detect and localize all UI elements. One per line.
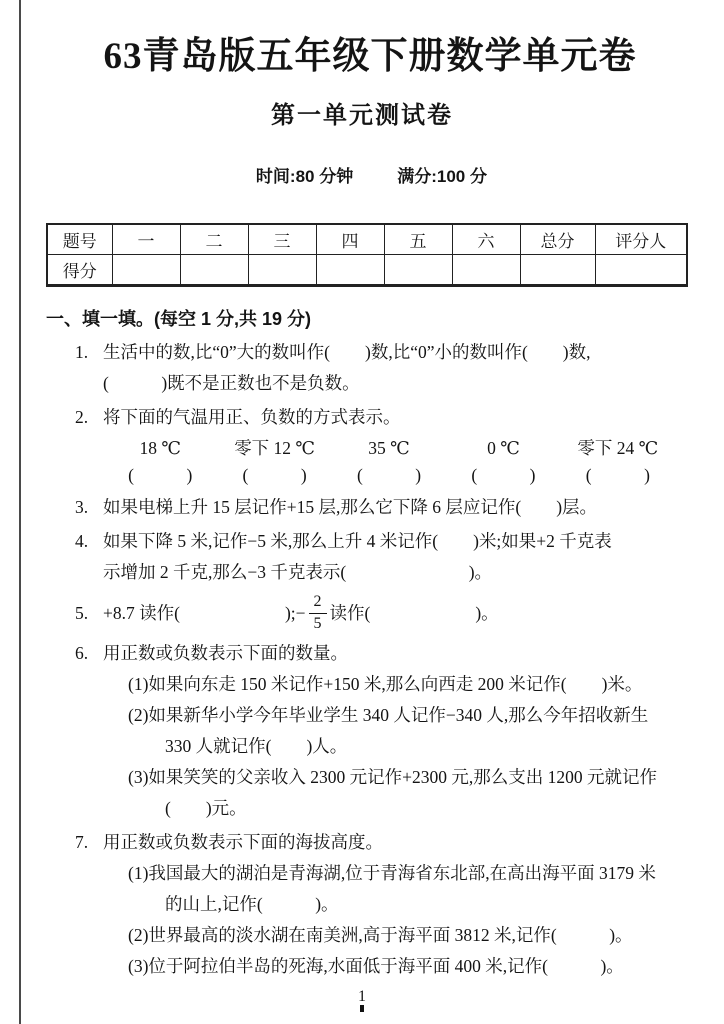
question-2-number: 2. [75, 406, 89, 427]
score-table-cell: 题号 [47, 224, 112, 255]
answer-blank: ( ) [585, 464, 650, 485]
question-3 [75, 492, 704, 523]
question-5-text [103, 591, 704, 635]
score-table-score-row [47, 254, 687, 285]
temperature-item [217, 435, 331, 489]
score-table [46, 223, 688, 287]
score-table-header-row [47, 224, 687, 255]
sub-question-text: 的山上,记作( )。 [165, 893, 339, 914]
question-7-text: 用正数或负数表示下面的海拔高度。 [103, 831, 383, 852]
question-1-number: 1. [75, 341, 89, 362]
page-title: 63青岛版五年级下册数学单元卷 [103, 36, 637, 77]
question-list [75, 337, 704, 982]
question-3-number: 3. [75, 496, 89, 517]
time-limit-label: 时间:80 分钟 [255, 166, 354, 186]
sub-question-text: ( )元。 [165, 797, 247, 818]
sub-question-text: (3)位于阿拉伯半岛的死海,水面低于海平面 400 米,记作( )。 [128, 955, 624, 976]
question-2 [75, 402, 704, 489]
question-7-sub-2 [103, 920, 704, 951]
footer-cutoff-mark [360, 1005, 364, 1012]
score-blank-cell [112, 254, 180, 285]
question-6-sub-3 [103, 762, 704, 824]
score-blank-cell [452, 254, 520, 285]
score-table-cell: 六 [452, 224, 520, 255]
page-number: 1 [358, 987, 366, 1005]
sub-question-text: (2)如果新华小学今年毕业学生 340 人记作−340 人,那么今年招收新生 [128, 704, 649, 725]
score-table-cell: 五 [384, 224, 452, 255]
score-blank-cell [520, 254, 595, 285]
question-7 [75, 827, 704, 982]
question-6 [75, 638, 704, 824]
answer-blank: ( ) [356, 464, 422, 485]
temperature-label: 零下 24 ℃ [577, 437, 659, 458]
page-footer [0, 987, 724, 1012]
question-6-number: 6. [75, 642, 89, 663]
fraction-two-fifths [309, 593, 327, 633]
section-one-heading: 一、填一填。(每空 1 分,共 19 分) [46, 308, 312, 329]
unit-test-title: 第一单元测试卷 [271, 102, 453, 129]
score-table-cell: 三 [248, 224, 316, 255]
score-row-label: 得分 [47, 254, 112, 285]
temperature-item [446, 435, 560, 489]
question-4-number: 4. [75, 530, 89, 551]
question-4-text: 如果下降 5 米,记作−5 米,那么上升 4 米记作( )米;如果+2 千克表 [103, 530, 612, 551]
temperature-label: 0 ℃ [487, 437, 520, 458]
fraction-denominator: 5 [313, 614, 322, 632]
question-2-text: 将下面的气温用正、负数的方式表示。 [103, 406, 401, 427]
question-4 [75, 526, 704, 588]
sub-question-text: 330 人就记作( )人。 [165, 735, 348, 756]
score-table-cell: 总分 [520, 224, 595, 255]
score-blank-cell [248, 254, 316, 285]
sub-question-text: (2)世界最高的淡水湖在南美洲,高于海平面 3812 米,记作( )。 [128, 924, 633, 945]
answer-blank: ( ) [471, 464, 536, 485]
exam-meta [0, 142, 724, 207]
question-5 [75, 591, 704, 635]
score-blank-cell [180, 254, 248, 285]
question-5-number: 5. [75, 602, 89, 623]
temperature-grid [103, 435, 675, 489]
temperature-item [561, 435, 675, 489]
question-6-text: 用正数或负数表示下面的数量。 [103, 642, 348, 663]
question-1-text: ( )既不是正数也不是负数。 [103, 372, 360, 393]
question-5-post: 读作( )。 [329, 602, 499, 623]
temperature-label: 18 ℃ [139, 437, 181, 458]
question-4-text: 示增加 2 千克,那么−3 千克表示( )。 [103, 561, 493, 582]
question-7-sub-3 [103, 951, 704, 982]
score-blank-cell [595, 254, 687, 285]
question-6-sub-1 [103, 669, 704, 700]
full-score-label: 满分:100 分 [397, 166, 487, 186]
fraction-numerator: 2 [309, 593, 327, 614]
question-7-number: 7. [75, 831, 89, 852]
sub-question-text: (3)如果笑笑的父亲收入 2300 元记作+2300 元,那么支出 1200 元就记作 [128, 766, 658, 787]
sub-question-text: (1)如果向东走 150 米记作+150 米,那么向西走 200 米记作( )米。 [128, 673, 643, 694]
answer-blank: ( ) [128, 464, 193, 485]
question-5-pre: +8.7 读作( );− [103, 602, 306, 623]
score-blank-cell [384, 254, 452, 285]
score-blank-cell [316, 254, 384, 285]
score-table-cell: 评分人 [595, 224, 687, 255]
temperature-item [103, 435, 217, 489]
answer-blank: ( ) [242, 464, 307, 485]
question-7-sub-1 [103, 858, 704, 920]
question-1 [75, 337, 704, 399]
score-table-cell: 一 [112, 224, 180, 255]
question-3-text: 如果电梯上升 15 层记作+15 层,那么它下降 6 层应记作( )层。 [103, 496, 598, 517]
score-table-cell: 二 [180, 224, 248, 255]
question-6-sub-2 [103, 700, 704, 762]
page-margin-line [19, 0, 21, 1024]
sub-question-text: (1)我国最大的湖泊是青海湖,位于青海省东北部,在高出海平面 3179 米 [128, 862, 656, 883]
temperature-label: 零下 12 ℃ [234, 437, 316, 458]
score-table-cell: 四 [316, 224, 384, 255]
temperature-label: 35 ℃ [368, 437, 410, 458]
question-1-text: 生活中的数,比“0”大的数叫作( )数,比“0”小的数叫作( )数, [103, 341, 591, 362]
temperature-item [332, 435, 446, 489]
